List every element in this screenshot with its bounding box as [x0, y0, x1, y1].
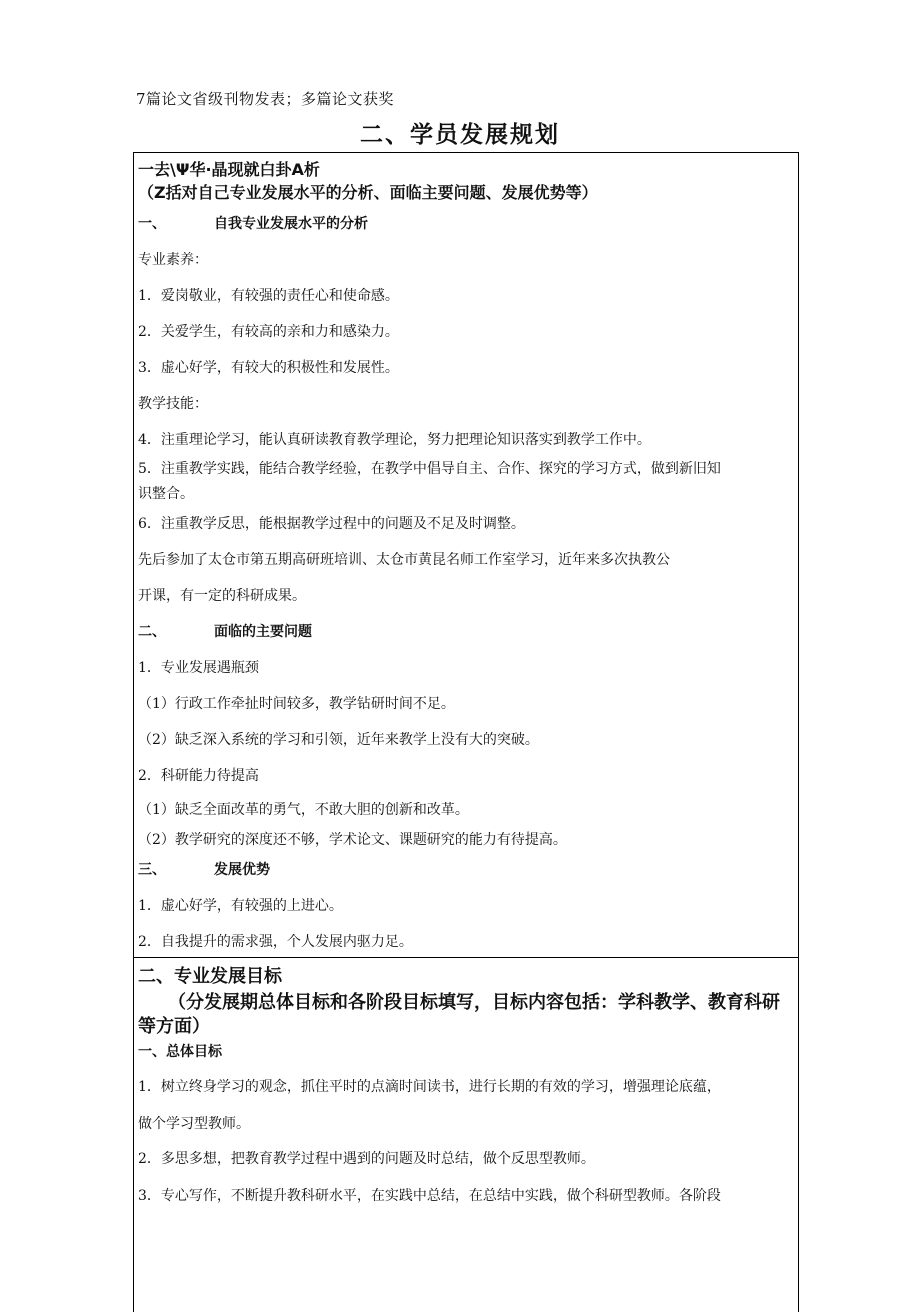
problem-2-a: （1）缺乏全面改革的勇气，不敢大胆的创新和改革。	[138, 802, 469, 818]
part1-heading	[138, 213, 368, 233]
problem-1: 1．专业发展遇瓶颈	[138, 660, 259, 676]
skill-item-6: 6．注重教学反思，能根据教学过程中的问题及不足及时调整。	[138, 516, 525, 532]
goal-1: 1．树立终身学习的观念，抓住平时的点滴时间读书，进行长期的有效的学习，增强理论底蕴，	[138, 1079, 721, 1095]
part3-heading	[138, 859, 270, 879]
section2-heading: 二、专业发展目标	[138, 966, 282, 987]
skill-item-5-cont: 识整合。	[138, 486, 194, 502]
problem-2-b: （2）教学研究的深度还不够，学术论文、课题研究的能力有待提高。	[138, 832, 567, 848]
top-note: 7篇论文省级刊物发表；多篇论文获奖	[136, 90, 395, 108]
section1-subheading: （Z括对自己专业发展水平的分析、面临主要问题、发展优势等）	[138, 183, 598, 202]
advantage-2: 2．自我提升的需求强，个人发展内驱力足。	[138, 934, 413, 950]
overall-goal-heading: 一、总体目标	[138, 1044, 222, 1060]
goal-2: 2．多思多想，把教育教学过程中遇到的问题及时总结，做个反思型教师。	[138, 1151, 595, 1167]
goal-1-cont: 做个学习型教师。	[138, 1116, 250, 1132]
skill-label: 教学技能：	[138, 396, 208, 412]
prof-item-3: 3．虚心好学，有较大的积极性和发展性。	[138, 360, 399, 376]
section1-heading: 一去\Ψ华·晶现就白卦Α析	[138, 160, 320, 179]
prof-item-2: 2．关爱学生，有较高的亲和力和感染力。	[138, 324, 399, 340]
part3-title: 发展优势	[214, 862, 270, 878]
part2-heading	[138, 621, 312, 641]
training-paragraph: 先后参加了太仓市第五期高研班培训、太仓市黄昆名师工作室学习，近年来多次执教公	[138, 552, 670, 568]
skill-item-4: 4．注重理论学习，能认真研读教育教学理论，努力把理论知识落实到教学工作中。	[138, 432, 651, 448]
goal-3: 3．专心写作，不断提升教科研水平，在实践中总结，在总结中实践，做个科研型教师。各阶段	[138, 1188, 721, 1204]
prof-item-1: 1．爱岗敬业，有较强的责任心和使命感。	[138, 288, 399, 304]
section2-subheading-cont: 等方面）	[138, 1016, 210, 1037]
part1-number: 一、	[138, 216, 166, 232]
page-title: 二、学员发展规划	[360, 122, 560, 148]
plan-table	[133, 152, 799, 1312]
part3-number: 三、	[138, 862, 166, 878]
problem-1-a: （1）行政工作牵扯时间较多，教学钻研时间不足。	[138, 696, 455, 712]
problem-1-b: （2）缺乏深入系统的学习和引领，近年来教学上没有大的突破。	[138, 732, 539, 748]
part2-title: 面临的主要问题	[214, 624, 312, 640]
prof-label: 专业素养：	[138, 252, 208, 268]
problem-2: 2．科研能力待提高	[138, 768, 259, 784]
section-divider	[134, 957, 798, 958]
part2-number: 二、	[138, 624, 166, 640]
skill-item-5: 5．注重教学实践，能结合教学经验，在教学中倡导自主、合作、探究的学习方式，做到新旧知	[138, 461, 721, 477]
training-paragraph-cont: 开课，有一定的科研成果。	[138, 588, 306, 604]
part1-title: 自我专业发展水平的分析	[214, 216, 368, 232]
advantage-1: 1．虚心好学，有较强的上进心。	[138, 898, 343, 914]
section2-subheading: （分发展期总体目标和各阶段目标填写，目标内容包括：学科教学、教育科研	[168, 992, 780, 1013]
